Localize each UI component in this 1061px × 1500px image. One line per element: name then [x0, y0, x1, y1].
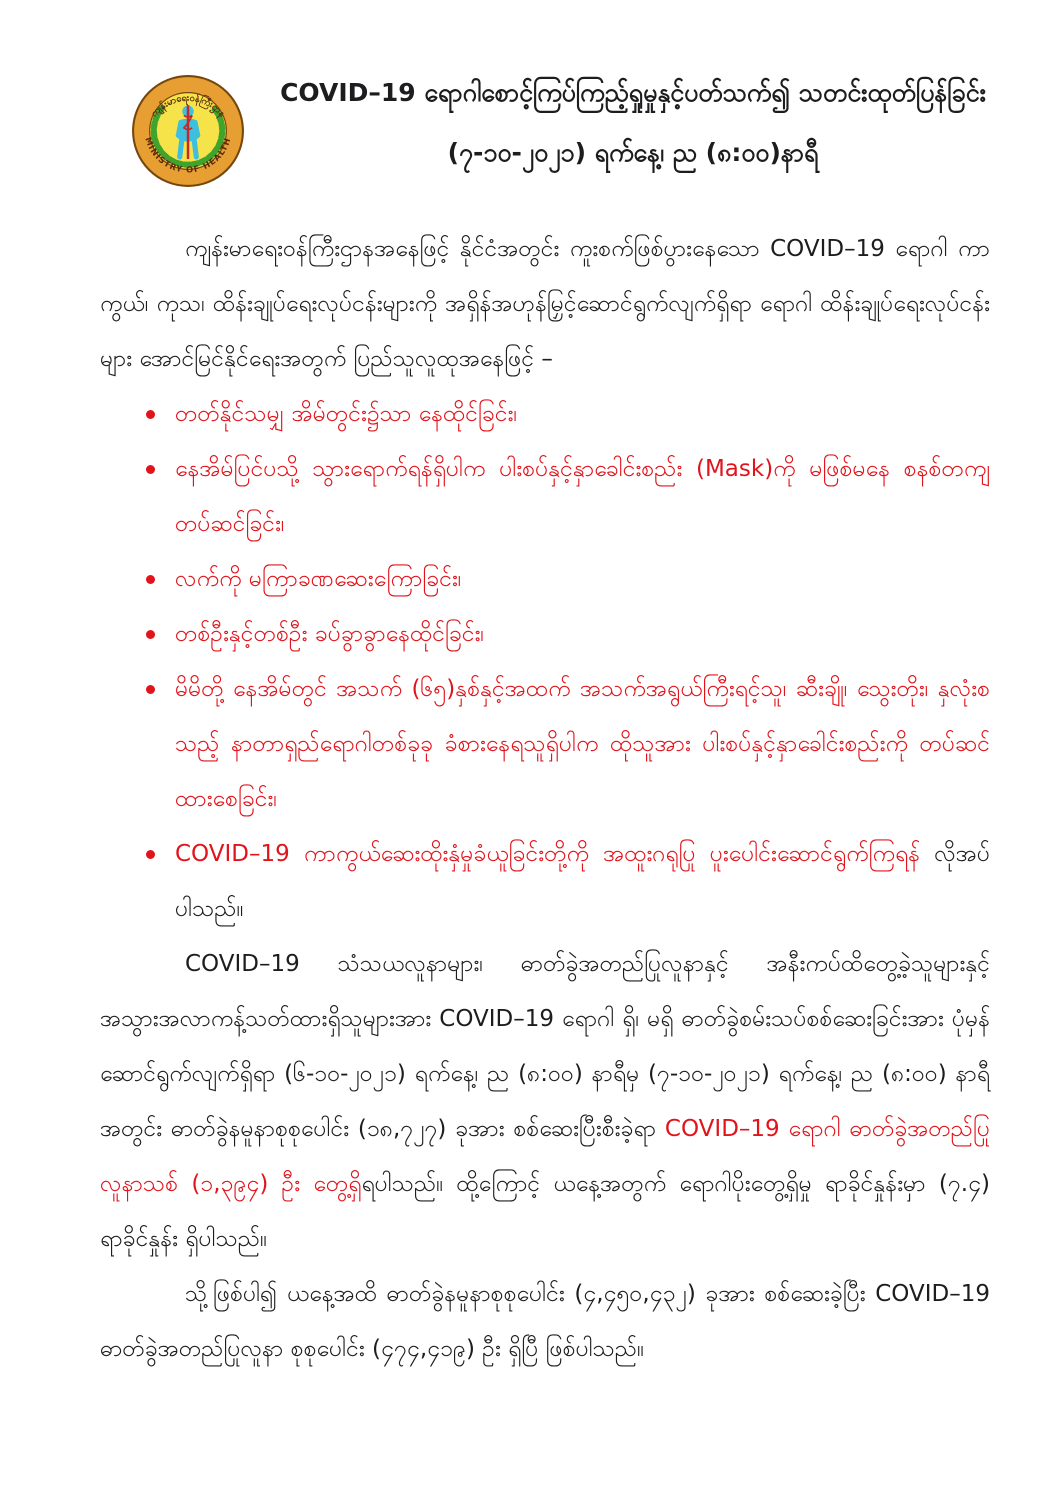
list-item: [100, 387, 990, 442]
document-body: [100, 222, 990, 1377]
list-item: [100, 607, 990, 662]
guideline-text: မိမိတို့ နေအိမ်တွင် အသက် (၆၅)နှစ်နှင့်အထက် အသက်အရွယ်ကြီးရင့်သူ၊ ဆီးချို၊ သွေးတိုး၊ နှလုံးစသည့် နာတာရှည်ရောဂါတစ်ခုခု ခံစားနေရသူရှိပါက ထိုသူအား ပါးစပ်နှင့်နှာခေါင်းစည်းကို တပ်ဆင်ထားစေခြင်း၊: [175, 676, 990, 812]
bullet-icon: [146, 410, 155, 419]
bullet-icon: [146, 630, 155, 639]
guideline-text-black: လိုအပ်ပါသည်။: [175, 841, 990, 922]
surveillance-text-2: ရပါသည်။ ထို့ကြောင့် ယနေ့အတွက် ရောဂါပိုးတွေ့ရှိမှု ရာခိုင်နှုန်းမှာ (၇.၄) ရာခိုင်နှုန်း ရှိပါသည်။: [100, 1171, 990, 1252]
intro-text: ကျန်းမာရေးဝန်ကြီးဌာနအနေဖြင့် နိုင်ငံအတွင်း ကူးစက်ဖြစ်ပွားနေသော COVID–19 ရောဂါ ကာကွယ်၊ ကုသ၊ ထိန်းချုပ်ရေးလုပ်ငန်းများကို အရှိန်အဟုန်မြှင့်ဆောင်ရွက်လျက်ရှိရာ ရောဂါ ထိန်းချုပ်ရေးလုပ်ငန်းများ အောင်မြင်နိုင်ရေးအတွက် ပြည်သူလူထုအနေဖြင့် –: [100, 236, 990, 372]
surveillance-text-1: COVID–19 သံသယလူနာများ၊ ဓာတ်ခွဲအတည်ပြုလူနာနှင့် အနီးကပ်ထိတွေ့ခဲ့သူများနှင့် အသွားအလာကန့်သတ်ထားရှိသူများအား COVID–19 ရောဂါ ရှိ၊ မရှိ ဓာတ်ခွဲစမ်းသပ်စစ်ဆေးခြင်းအား ပုံမှန်ဆောင်ရွက်လျက်ရှိရာ (၆-၁၀-၂၀၂၁) ရက်နေ့၊ ည (၈:၀၀) နာရီမှ (၇-၁၀-၂၀၂၁) ရက်နေ့၊ ည (၈:၀၀) နာရီ အတွင်း ဓာတ်ခွဲနမူနာစုစုပေါင်း (၁၈,၇၂၇) ခုအား စစ်ဆေးပြီးစီးခဲ့ရာ: [100, 951, 990, 1142]
document-date-line: (၇-၁၀-၂၀၂၁) ရက်နေ့၊ ည (၈:၀၀)နာရီ: [447, 138, 819, 167]
bullet-icon: [146, 685, 155, 694]
guideline-text: COVID–19 ကာကွယ်ဆေးထိုးနှံမှုခံယူခြင်းတို့ကို အထူးဂရုပြု ပူးပေါင်းဆောင်ရွက်ကြရန်: [175, 841, 935, 867]
guideline-text: တစ်ဦးနှင့်တစ်ဦး ခပ်ခွာခွာနေထိုင်ခြင်း၊: [175, 621, 485, 647]
document-title: COVID–19 ရောဂါစောင့်ကြပ်ကြည့်ရှုမှုနှင့်ပတ်သက်၍ သတင်းထုတ်ပြန်ခြင်း: [280, 78, 986, 107]
list-item: [100, 662, 990, 827]
new-cases-highlight: COVID–19 ရောဂါ ဓာတ်ခွဲအတည်ပြုလူနာသစ် (၁,၃၉၄) ဦး တွေ့ရှိ: [100, 1116, 991, 1197]
logo-burmese-arc-text: ကျန်းမာရေးဝန်ကြီးဌာန: [148, 92, 228, 120]
bullet-icon: [146, 850, 155, 859]
bullet-icon: [146, 465, 155, 474]
guideline-text: တတ်နိုင်သမျှ အိမ်တွင်း၌သာ နေထိုင်ခြင်း၊: [175, 401, 518, 427]
intro-paragraph: [100, 222, 990, 387]
list-item: [100, 552, 990, 607]
list-item: [100, 827, 990, 937]
guidelines-list: [100, 387, 990, 937]
list-item: [100, 442, 990, 552]
summary-text: သို့ဖြစ်ပါ၍ ယနေ့အထိ ဓာတ်ခွဲနမူနာစုစုပေါင်း (၄,၄၅၀,၄၃၂) ခုအား စစ်ဆေးခဲ့ပြီး COVID–19 ဓာတ်ခွဲအတည်ပြုလူနာ စုစုပေါင်း (၄၇၄,၄၁၉) ဦး ရှိပြီ ဖြစ်ပါသည်။: [100, 1281, 990, 1362]
guideline-text: နေအိမ်ပြင်ပသို့ သွားရောက်ရန်ရှိပါက ပါးစပ်နှင့်နှာခေါင်းစည်း (Mask)ကို မဖြစ်မနေ စနစ်တကျ တပ်ဆင်ခြင်း၊: [175, 456, 990, 537]
bullet-icon: [146, 575, 155, 584]
summary-paragraph: [100, 1267, 990, 1377]
document-header: [245, 74, 1021, 172]
guideline-text: လက်ကို မကြာခဏဆေးကြောခြင်း၊: [175, 566, 462, 592]
ministry-of-health-logo: [131, 74, 245, 188]
logo-english-arc-text: MINISTRY OF HEALTH: [143, 135, 233, 175]
surveillance-paragraph: [100, 937, 990, 1267]
